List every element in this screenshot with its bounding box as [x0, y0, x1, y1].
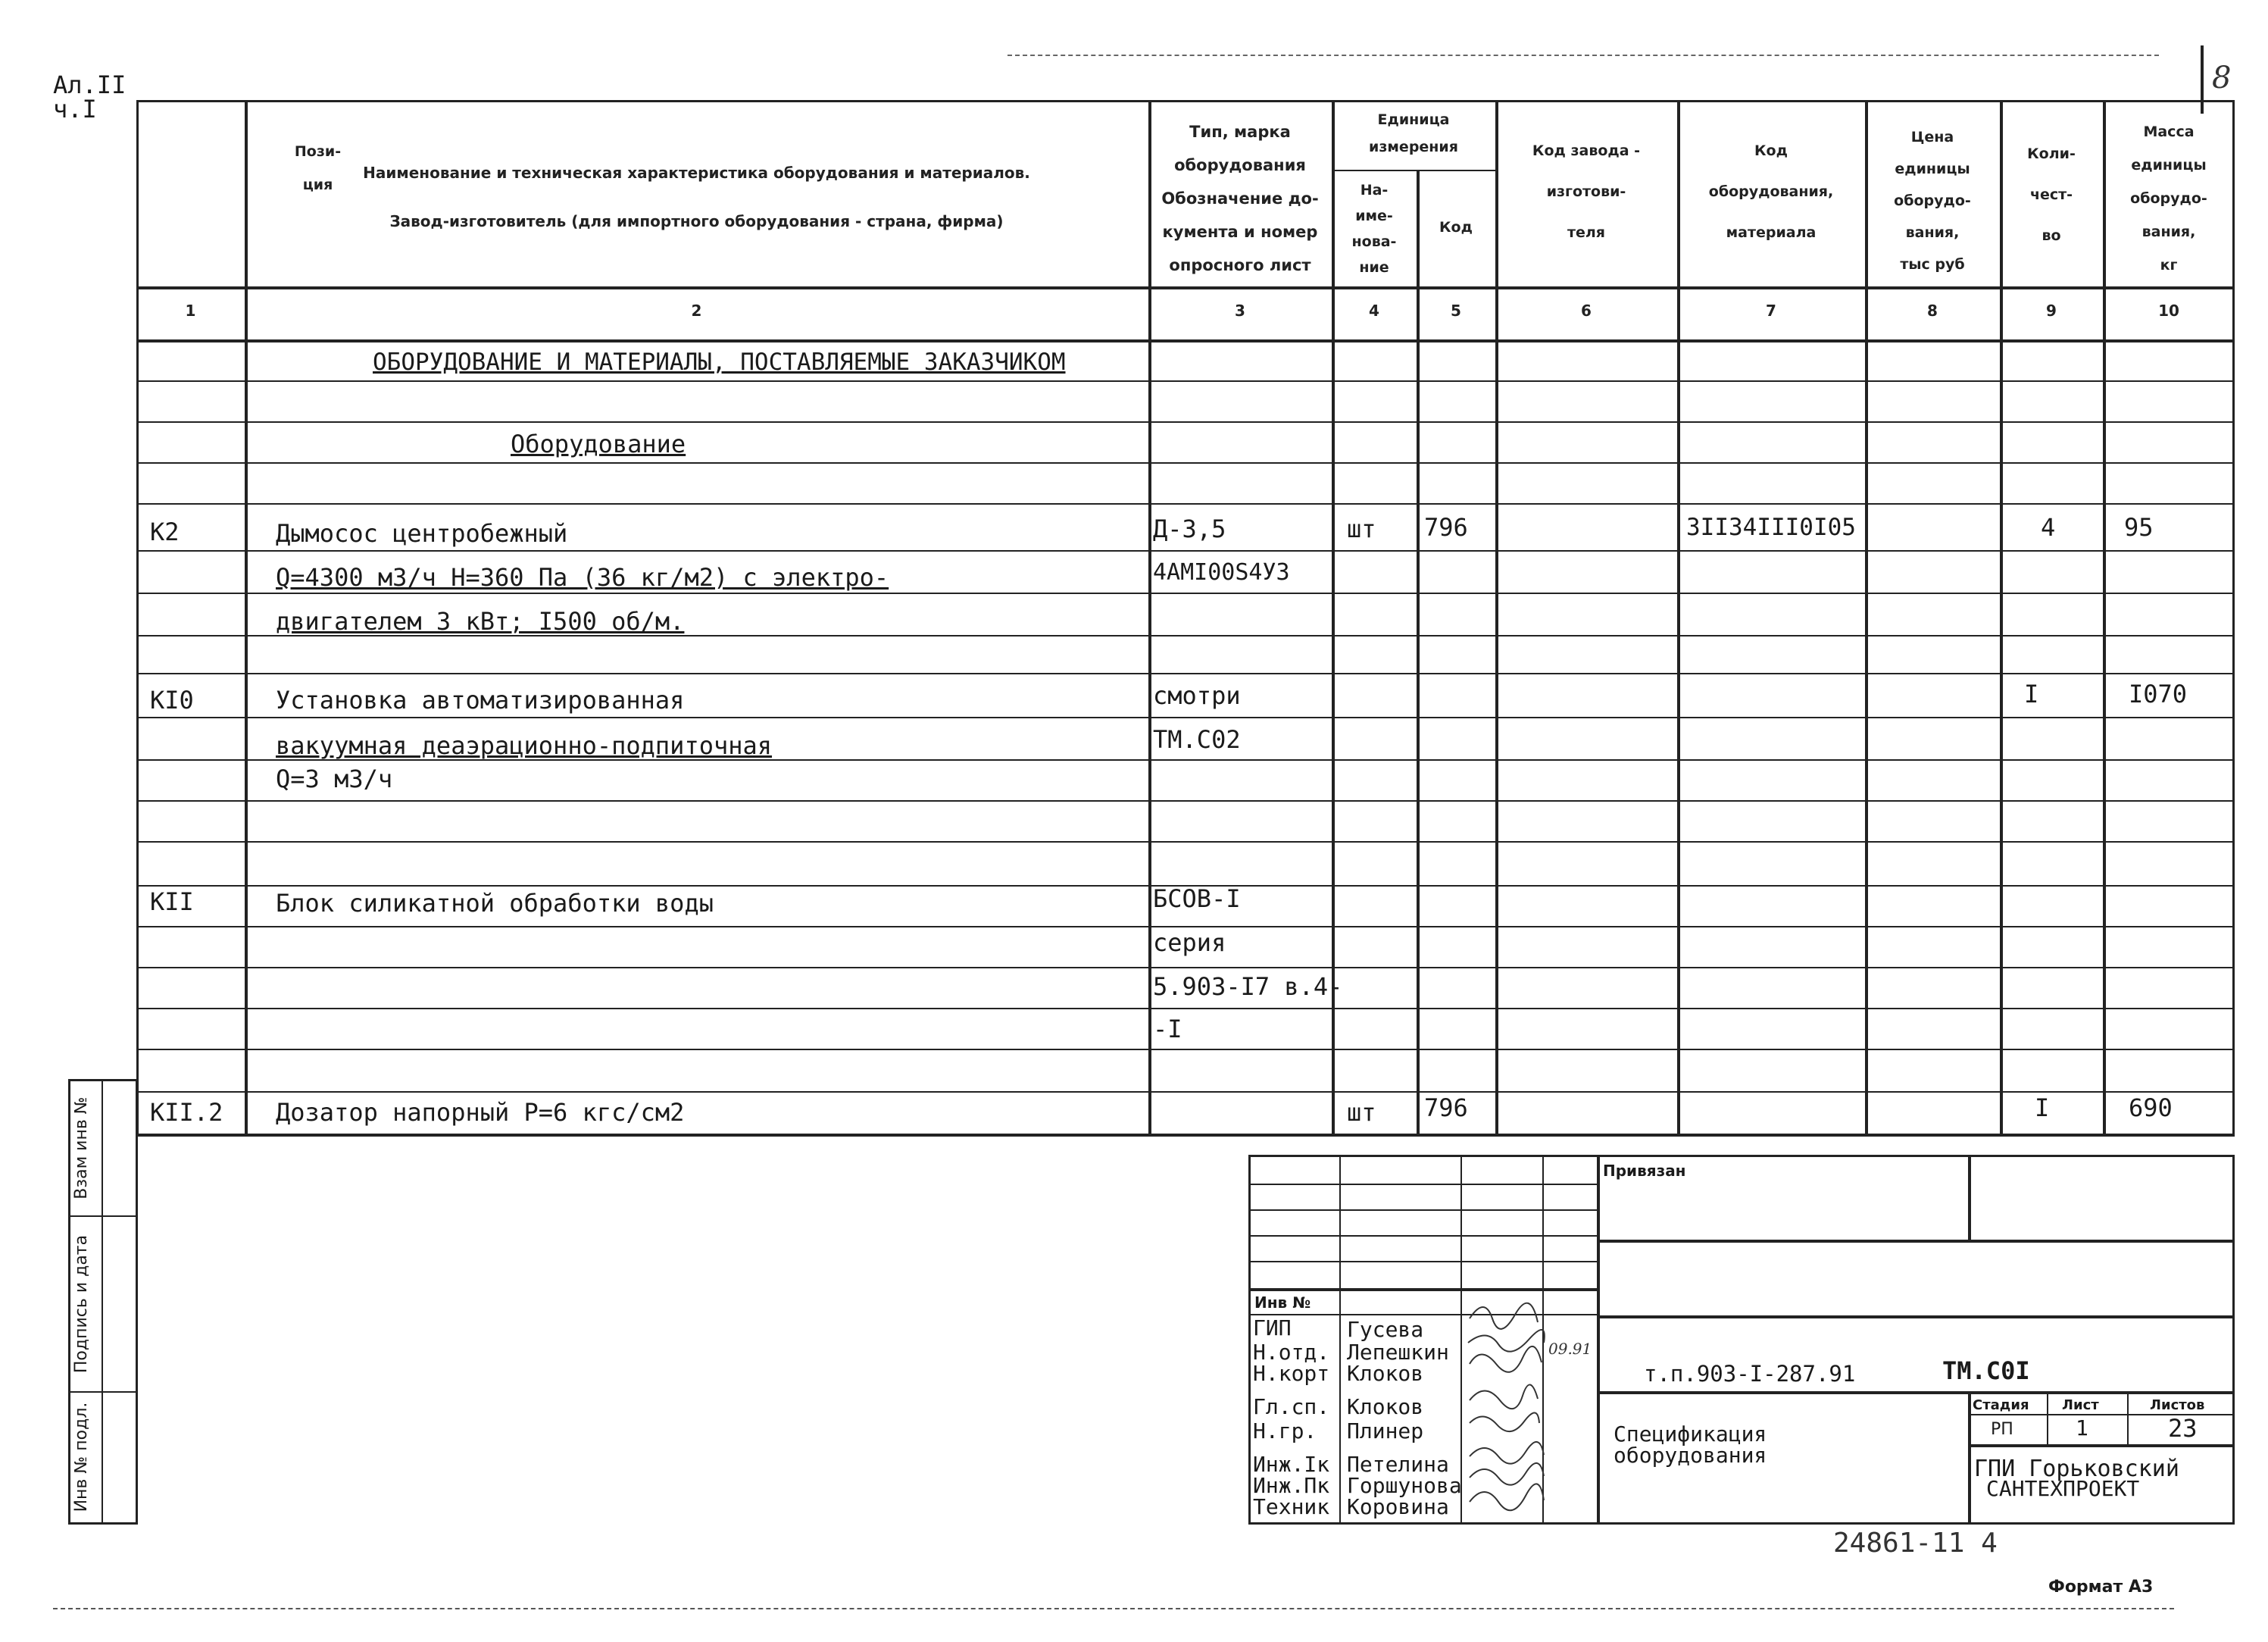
row-type: ТМ.С02: [1153, 725, 1241, 754]
col-number: 9: [2046, 302, 2057, 320]
staff-name: Лепешкин: [1347, 1340, 1449, 1365]
row-type: Д-3,5: [1153, 514, 1226, 543]
staff-role: Н.корт: [1253, 1361, 1330, 1386]
row-line: [136, 380, 2235, 382]
row-line: [136, 1049, 2235, 1050]
stage-value: РП: [1991, 1420, 2013, 1439]
tb-row: [1248, 1209, 1597, 1211]
col-divider-5: [1495, 100, 1498, 1137]
header-price: Цена единицы оборудо- вания, тыс руб: [1894, 129, 1971, 273]
tb-row: [1597, 1315, 2235, 1318]
signature-glyph: [1470, 1303, 1538, 1329]
row-line: [136, 421, 2235, 423]
row-unit-code: 796: [1424, 513, 1468, 542]
row-line: [136, 1008, 2235, 1009]
header-unit-group: Единица измерения: [1369, 111, 1458, 155]
col-number: 5: [1451, 302, 1461, 320]
row-type: 5.903-I7 в.4-: [1153, 972, 1343, 1001]
col-number: 10: [2158, 302, 2179, 320]
tb-row: [1968, 1444, 2235, 1447]
col-number: 8: [1927, 302, 1938, 320]
header-unit-name: На- име- нова- ние: [1351, 182, 1397, 276]
row-line: [136, 673, 2235, 674]
row-type: 4АМI00S4У3: [1153, 559, 1290, 586]
signature-glyph: [1470, 1484, 1544, 1510]
tb-divider: [1968, 1391, 1971, 1525]
signature-glyph: [1468, 1330, 1545, 1352]
staff-name: Клоков: [1347, 1361, 1424, 1386]
project-code: т.п.903-I-287.91: [1644, 1361, 1856, 1387]
row-unit-code: 796: [1424, 1093, 1468, 1122]
row-line: [136, 1134, 2235, 1135]
row-quantity: I: [2024, 680, 2039, 708]
side-stamp-divider: [102, 1079, 103, 1525]
subsection-title: Оборудование: [511, 430, 686, 458]
bottom-edge-line: [53, 1608, 2174, 1609]
row-name: Блок силикатной обработки воды: [276, 889, 714, 918]
row-type: -I: [1153, 1015, 1182, 1043]
row-unit: шт: [1347, 1098, 1376, 1127]
tb-row: [1248, 1184, 1597, 1185]
row-name: Установка автоматизированная: [276, 686, 685, 715]
row-mass: 690: [2129, 1093, 2173, 1122]
staff-name: Гусева: [1347, 1317, 1424, 1342]
row-position: К2: [150, 518, 180, 546]
tb-row: [1597, 1240, 2235, 1243]
staff-role: Инж.Пк: [1253, 1473, 1330, 1498]
row-line: [136, 841, 2235, 843]
row-quantity: I: [2035, 1093, 2050, 1122]
doc-code: ТМ.С0I: [1942, 1356, 2030, 1385]
section-title: ОБОРУДОВАНИЕ И МАТЕРИАЛЫ, ПОСТАВЛЯЕМЫЕ ЗАКАЗЧИКОМ: [373, 349, 1066, 376]
organization-line1: ГПИ Горьковский: [1974, 1456, 2179, 1482]
staff-name: Плинер: [1347, 1418, 1424, 1443]
row-line: [136, 967, 2235, 968]
signature-glyph: [1470, 1384, 1538, 1409]
header-quantity: Коли- чест- во: [2027, 145, 2076, 244]
row-mass: 95: [2124, 513, 2154, 542]
top-dash: [1007, 55, 2159, 56]
tb-divider: [1968, 1155, 1971, 1240]
sheets-label: Листов: [2150, 1397, 2205, 1413]
row-line: [136, 1091, 2235, 1093]
header-divider: [136, 286, 2235, 289]
document-title-line2: оборудования: [1614, 1443, 1767, 1468]
tb-divider: [2047, 1391, 2048, 1444]
staff-role: Н.отд.: [1253, 1340, 1330, 1365]
col-number: 3: [1235, 302, 1245, 320]
row-line: [136, 550, 2235, 552]
row-line: [136, 593, 2235, 594]
signature-glyph: [1470, 1412, 1539, 1431]
album-label: Ал.II: [53, 70, 127, 99]
row-name: Дымосос центробежный: [276, 519, 568, 548]
inv-no-label: Инв №: [1254, 1293, 1311, 1312]
col-number: 7: [1766, 302, 1776, 320]
header-factory-code: Код завода - изготови- теля: [1532, 142, 1641, 241]
sheets-value: 23: [2168, 1414, 2198, 1443]
staff-role: ГИП: [1253, 1315, 1292, 1340]
tb-row: [1597, 1391, 2235, 1394]
row-type: БСОВ-I: [1153, 884, 1241, 913]
row-material-code: 3II34III0I05: [1686, 514, 1856, 541]
tb-divider: [2127, 1391, 2129, 1444]
header-name: Наименование и техническая характеристика оборудования и материалов. Завод-изготовитель (для импортного оборудования - страна, фирма): [363, 164, 1030, 230]
header-mass: Масса единицы оборудо- вания, кг: [2130, 124, 2207, 274]
row-type: смотри: [1153, 681, 1241, 710]
row-quantity: 4: [2041, 513, 2056, 542]
tb-row: [1248, 1261, 1597, 1262]
row-line: [136, 462, 2235, 464]
side-stamp-label: Инв № подл.: [72, 1402, 91, 1512]
header-unit-code: Код: [1439, 219, 1473, 236]
row-line: [136, 717, 2235, 718]
tb-row: [1248, 1235, 1597, 1237]
row-name: Дозатор напорный Р=6 кгс/см2: [276, 1098, 685, 1127]
col-divider-6: [1677, 100, 1680, 1137]
row-name: двигателем 3 кВт; I500 об/м.: [276, 607, 685, 636]
row-line: [136, 800, 2235, 802]
organization-line2: САНТЕХПРОЕКТ: [1986, 1476, 2140, 1501]
col-divider-1: [245, 100, 248, 1137]
sheet-mark: 8: [2212, 61, 2232, 95]
row-name: Q=3 м3/ч: [276, 765, 393, 793]
staff-name: Петелина: [1347, 1452, 1449, 1477]
row-type: серия: [1153, 928, 1226, 957]
header-type: Тип, марка оборудования Обозначение до- кумента и номер опросного лист: [1161, 123, 1319, 274]
staff-role: Инж.Iк: [1253, 1452, 1330, 1477]
row-position: КII.2: [150, 1098, 223, 1127]
signature-date: 09.91: [1548, 1340, 1592, 1358]
col-number: 1: [185, 302, 196, 320]
staff-role: Гл.сп.: [1253, 1394, 1330, 1419]
side-stamp-label: Взам инв №: [72, 1096, 91, 1199]
row-line: [136, 503, 2235, 505]
stage-label: Стадия: [1973, 1397, 2029, 1413]
staff-role: Н.гр.: [1253, 1418, 1317, 1443]
format-label: Формат А3: [2048, 1578, 2154, 1597]
row-name: вакуумная деаэрационно-подпиточная: [276, 731, 773, 760]
staff-name: Коровина: [1347, 1494, 1449, 1519]
header-material-code: Код оборудования, материала: [1708, 142, 1834, 241]
staff-name: Клоков: [1347, 1394, 1424, 1419]
side-stamp-label: Подпись и дата: [72, 1234, 91, 1374]
header-position: Пози- ция: [294, 143, 342, 193]
row-name: Q=4300 м3/ч Н=360 Па (36 кг/м2) с электро-: [276, 563, 889, 592]
document-title-line1: Спецификация: [1614, 1422, 1767, 1447]
archive-number: 24861-11 4: [1833, 1528, 1998, 1559]
sheet-label: Лист: [2062, 1397, 2099, 1413]
row-position: КII: [150, 887, 194, 916]
part-label: ч.I: [53, 95, 97, 124]
unit-group-divider: [1332, 170, 1495, 171]
row-mass: I070: [2129, 680, 2188, 708]
row-position: КI0: [150, 686, 194, 715]
signature-glyph: [1470, 1463, 1544, 1485]
signature-marks: [1462, 1288, 1598, 1525]
signature-glyph: [1470, 1442, 1544, 1464]
privyazan-label: Привязан: [1603, 1162, 1686, 1180]
col-number: 6: [1581, 302, 1592, 320]
col-number: 4: [1369, 302, 1379, 320]
number-row-divider: [136, 339, 2235, 342]
col-number: 2: [691, 302, 702, 320]
row-unit: шт: [1347, 514, 1376, 543]
staff-name: Горшунова: [1347, 1473, 1462, 1498]
sheet-value: 1: [2076, 1415, 2088, 1440]
staff-role: Техник: [1253, 1494, 1330, 1519]
